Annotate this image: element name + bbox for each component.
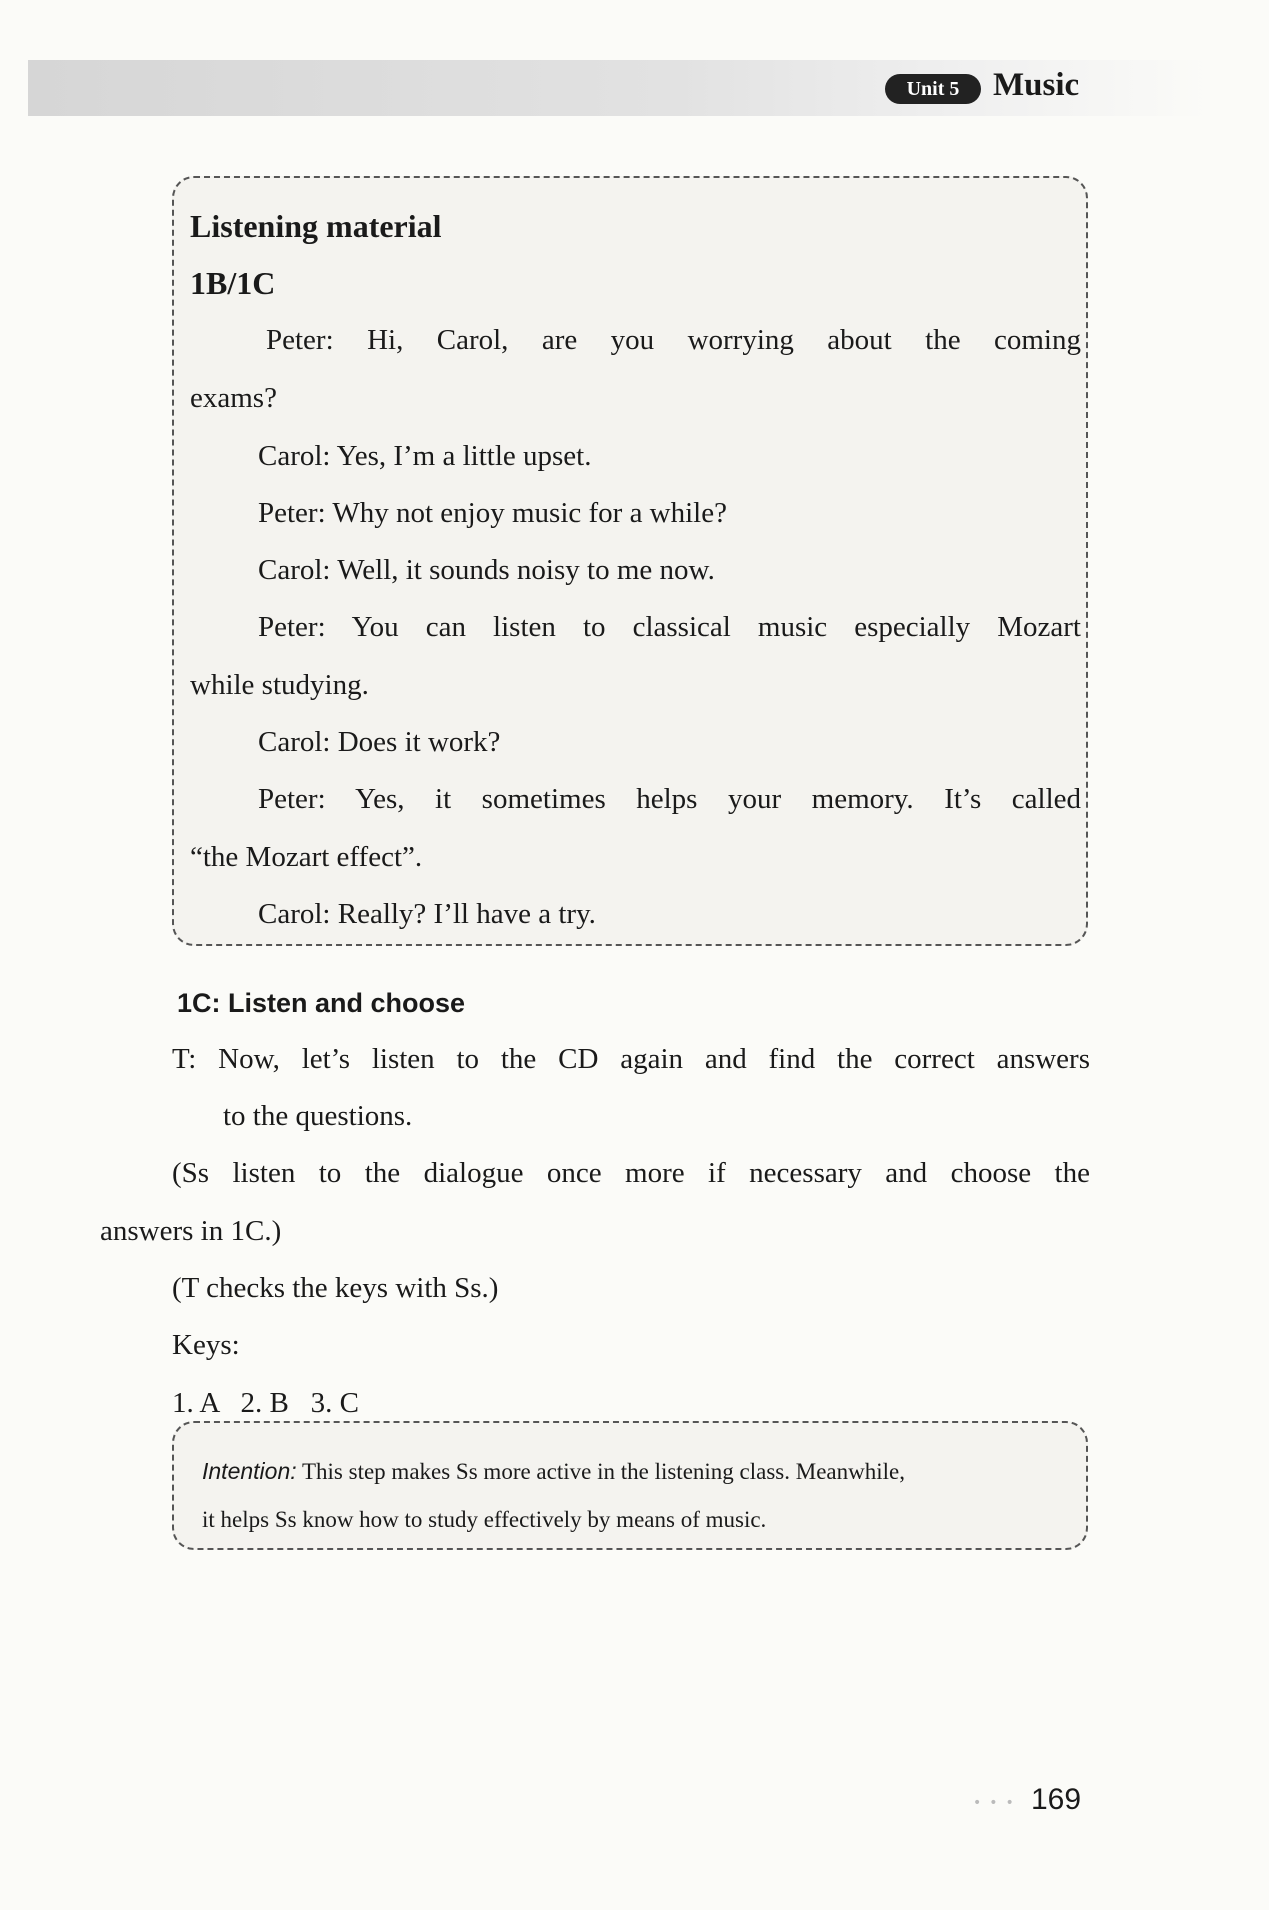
page-number: 169: [1031, 1783, 1082, 1816]
dialogue-line: Carol: Well, it sounds noisy to me now.: [258, 554, 715, 586]
intention-label: Intention:: [202, 1458, 297, 1484]
teacher-instruction-cont: to the questions.: [223, 1100, 413, 1132]
keys-values: 1. A 2. B 3. C: [172, 1387, 359, 1419]
teacher-instruction: T: Now, let’s listen to the CD again and find the correct answers: [172, 1043, 1090, 1075]
dialogue-line: Carol: Does it work?: [258, 726, 501, 758]
section-label: 1B/1C: [190, 265, 276, 301]
teacher-check: (T checks the keys with Ss.): [172, 1272, 499, 1304]
unit-badge: Unit 5: [885, 74, 981, 104]
student-activity: (Ss listen to the dialogue once more if necessary and choose the: [172, 1157, 1090, 1189]
dialogue-line: Carol: Really? I’ll have a try.: [258, 898, 596, 930]
dialogue-line: Peter: Yes, it sometimes helps your memory. It’s called: [258, 783, 1081, 815]
page-dots: •••: [973, 1795, 1022, 1811]
unit-title: Music: [993, 67, 1080, 103]
listening-heading: Listening material: [190, 208, 442, 244]
intention-line: [202, 1458, 905, 1485]
dialogue-line: exams?: [190, 382, 277, 414]
dialogue-line: Peter: You can listen to classical music especially Mozart: [258, 611, 1081, 643]
intention-line-2: it helps Ss know how to study effectively by means of music.: [202, 1507, 767, 1532]
dialogue-line: “the Mozart effect”.: [190, 841, 423, 873]
dialogue-line: Peter: Hi, Carol, are you worrying about the coming: [266, 324, 1081, 356]
intention-text: This step makes Ss more active in the listening class. Meanwhile,: [301, 1459, 905, 1484]
procedure-heading: 1C: Listen and choose: [177, 988, 466, 1018]
dialogue-line: while studying.: [190, 669, 369, 701]
dialogue-line: Peter: Why not enjoy music for a while?: [258, 497, 727, 529]
student-activity-cont: answers in 1C.): [100, 1215, 282, 1247]
dialogue-line: Carol: Yes, I’m a little upset.: [258, 440, 592, 472]
keys-label: Keys:: [172, 1329, 240, 1361]
